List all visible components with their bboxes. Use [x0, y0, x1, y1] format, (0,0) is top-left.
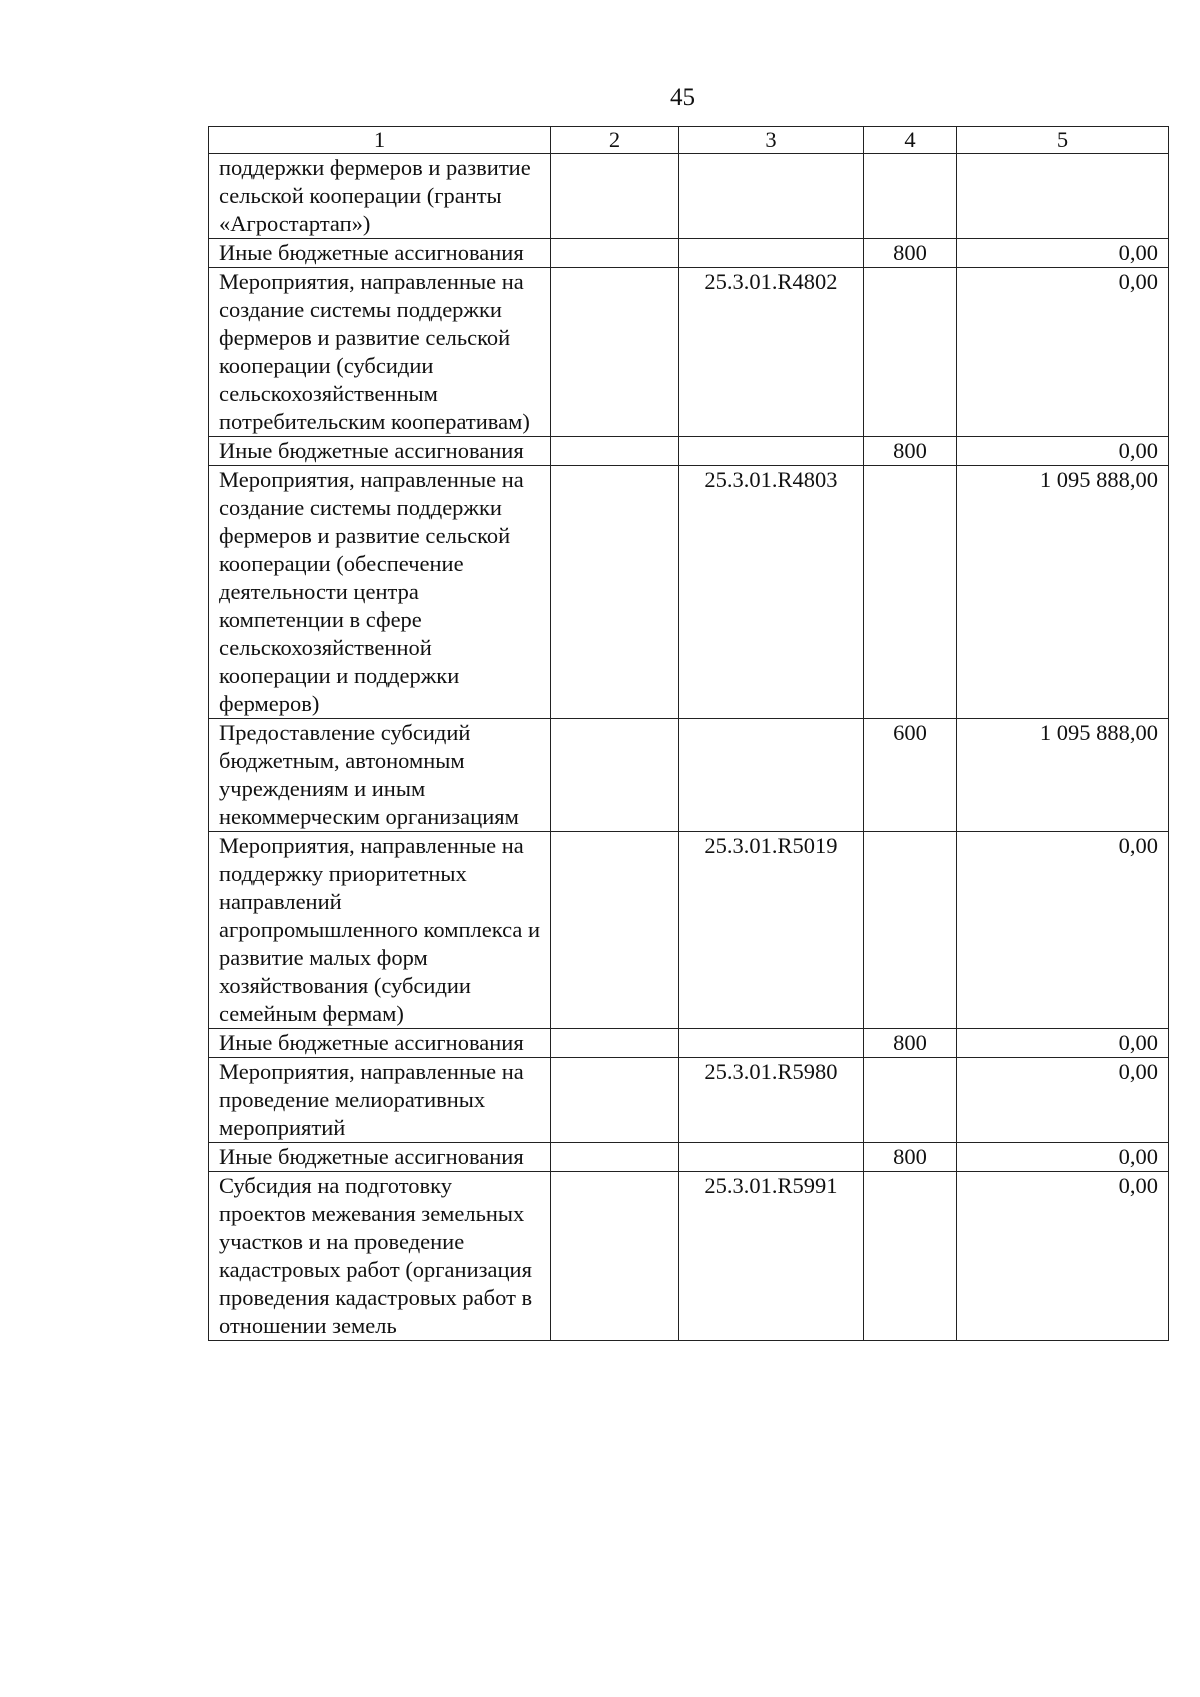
row-name-cell: Субсидия на подготовку проектов межевания земельных участков и на проведение кадастровых работ (организация проведения кадастровых работ в отношении земель: [209, 1172, 551, 1341]
table-row: [209, 437, 1169, 466]
row-expense-type-cell: [864, 466, 957, 719]
column-header-2: 2: [551, 127, 679, 154]
table-body: [209, 154, 1169, 1341]
row-amount-cell: 0,00: [957, 268, 1169, 437]
row-amount-cell: 0,00: [957, 1058, 1169, 1143]
row-name-cell: Иные бюджетные ассигнования: [209, 1029, 551, 1058]
row-code-cell: 25.3.01.R4802: [679, 268, 864, 437]
table-row: [209, 1172, 1169, 1341]
row-name-cell: Мероприятия, направленные на создание системы поддержки фермеров и развитие сельской кооперации (субсидии сельскохозяйственным потребительским кооперативам): [209, 268, 551, 437]
table-row: [209, 154, 1169, 239]
row-amount-cell: 0,00: [957, 1029, 1169, 1058]
table-header-row: [209, 127, 1169, 154]
table-row: [209, 268, 1169, 437]
table-row: [209, 239, 1169, 268]
row-code-cell: 25.3.01.R5019: [679, 832, 864, 1029]
row-col2-cell: [551, 1058, 679, 1143]
row-col2-cell: [551, 1029, 679, 1058]
table-row: [209, 1143, 1169, 1172]
row-code-cell: 25.3.01.R4803: [679, 466, 864, 719]
row-name-cell: Иные бюджетные ассигнования: [209, 1143, 551, 1172]
row-expense-type-cell: [864, 1058, 957, 1143]
row-expense-type-cell: 600: [864, 719, 957, 832]
row-name-cell: поддержки фермеров и развитие сельской кооперации (гранты «Агростартап»): [209, 154, 551, 239]
column-header-1: 1: [209, 127, 551, 154]
row-expense-type-cell: [864, 832, 957, 1029]
budget-table: [208, 126, 1169, 1341]
column-header-5: 5: [957, 127, 1169, 154]
table-row: [209, 466, 1169, 719]
row-expense-type-cell: [864, 1172, 957, 1341]
row-amount-cell: 1 095 888,00: [957, 466, 1169, 719]
row-amount-cell: [957, 154, 1169, 239]
row-code-cell: [679, 239, 864, 268]
row-name-cell: Иные бюджетные ассигнования: [209, 239, 551, 268]
row-name-cell: Мероприятия, направленные на проведение мелиоративных мероприятий: [209, 1058, 551, 1143]
row-expense-type-cell: 800: [864, 239, 957, 268]
row-col2-cell: [551, 1143, 679, 1172]
table-row: [209, 832, 1169, 1029]
row-col2-cell: [551, 268, 679, 437]
row-col2-cell: [551, 437, 679, 466]
row-expense-type-cell: 800: [864, 437, 957, 466]
table-row: [209, 719, 1169, 832]
row-expense-type-cell: 800: [864, 1143, 957, 1172]
row-expense-type-cell: 800: [864, 1029, 957, 1058]
row-expense-type-cell: [864, 154, 957, 239]
row-code-cell: [679, 154, 864, 239]
row-amount-cell: 0,00: [957, 1143, 1169, 1172]
row-code-cell: [679, 1143, 864, 1172]
row-col2-cell: [551, 719, 679, 832]
row-amount-cell: 0,00: [957, 239, 1169, 268]
row-name-cell: Предоставление субсидий бюджетным, автономным учреждениям и иным некоммерческим организациям: [209, 719, 551, 832]
row-expense-type-cell: [864, 268, 957, 437]
row-code-cell: 25.3.01.R5980: [679, 1058, 864, 1143]
row-name-cell: Иные бюджетные ассигнования: [209, 437, 551, 466]
row-amount-cell: 0,00: [957, 832, 1169, 1029]
row-code-cell: [679, 437, 864, 466]
row-amount-cell: 0,00: [957, 1172, 1169, 1341]
page-number: 45: [670, 84, 695, 111]
row-code-cell: [679, 719, 864, 832]
row-amount-cell: 0,00: [957, 437, 1169, 466]
row-name-cell: Мероприятия, направленные на поддержку приоритетных направлений агропромышленного комплекса и развитие малых форм хозяйствования (субсидии семейным фермам): [209, 832, 551, 1029]
row-amount-cell: 1 095 888,00: [957, 719, 1169, 832]
row-col2-cell: [551, 466, 679, 719]
row-name-cell: Мероприятия, направленные на создание системы поддержки фермеров и развитие сельской кооперации (обеспечение деятельности центра компетенции в сфере сельскохозяйственной кооперации и поддержки фермеров): [209, 466, 551, 719]
row-code-cell: 25.3.01.R5991: [679, 1172, 864, 1341]
row-code-cell: [679, 1029, 864, 1058]
row-col2-cell: [551, 154, 679, 239]
table-row: [209, 1058, 1169, 1143]
column-header-4: 4: [864, 127, 957, 154]
row-col2-cell: [551, 832, 679, 1029]
row-col2-cell: [551, 1172, 679, 1341]
column-header-3: 3: [679, 127, 864, 154]
row-col2-cell: [551, 239, 679, 268]
table-row: [209, 1029, 1169, 1058]
